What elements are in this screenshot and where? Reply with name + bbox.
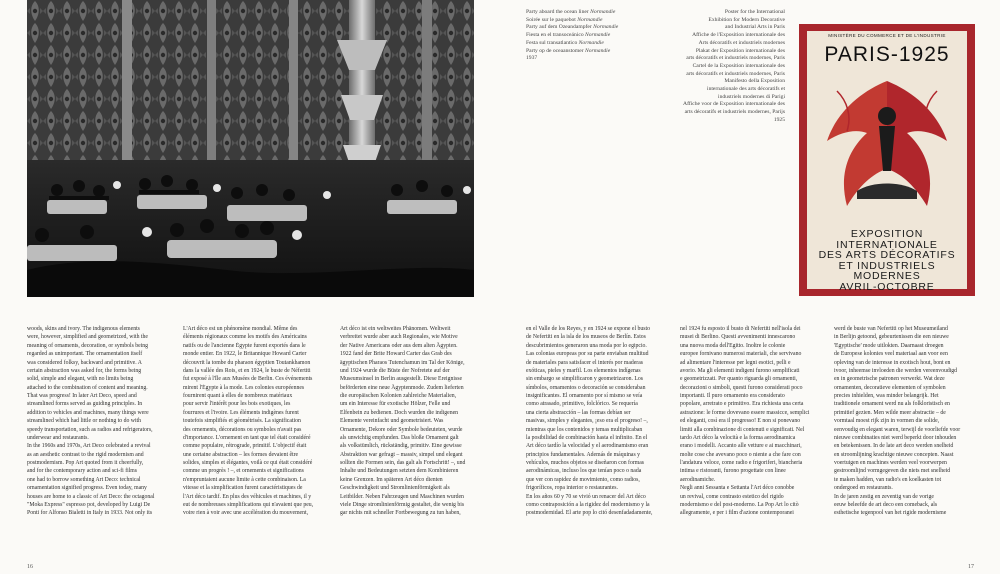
text-line: Negli anni Sessanta e Settanta l'Art déco conobbe bbox=[680, 485, 795, 492]
text-line: meaning of ornaments, decoration, or symbols being bbox=[27, 342, 149, 349]
text-line: aerodinámicas, incluso los que tenían poco o nada bbox=[526, 468, 642, 475]
text-line: en el Valle de los Reyes, y en 1924 se expone el busto bbox=[526, 326, 650, 332]
text-line: verbreitet wurde aber auch Regionales, wie Motive bbox=[340, 334, 458, 341]
text-line: una cierta abstracción – las formas debían ser bbox=[526, 409, 631, 416]
text-line: descubrimientos generaron una moda por lo egipcio. bbox=[526, 342, 647, 349]
text-line: vormtaal moest rijk zijn in vormen die solide, bbox=[834, 418, 940, 425]
text-line: and for the contemporary action and sci-fi films bbox=[27, 468, 138, 475]
text-line: de Europese kolonies veel materiaal aan voor een bbox=[834, 351, 948, 358]
page-number-right: 17 bbox=[968, 564, 974, 570]
caption-poster bbox=[679, 9, 785, 125]
text-line: werd de buste van Nefertiti op het Museumeiland bbox=[834, 326, 948, 332]
text-line: natifs ou de l'ancienne Égypte furent exportés dans le bbox=[183, 342, 306, 349]
text-line: éléments régionaux comme les motifs des Américains bbox=[183, 334, 307, 341]
poster-text-line: DES ARTS DÉCORATIFS bbox=[818, 249, 956, 261]
text-line: nel 1924 fu esposto il busto di Nefertiti nell'isola dei bbox=[680, 326, 801, 332]
text-line: Elfenbein zu bedienen. Doch wurden die indigenen bbox=[340, 409, 458, 416]
text-line: modernismo e del post-moderno. La Pop Art lo citò bbox=[680, 501, 799, 508]
page-number-left: 16 bbox=[27, 564, 33, 570]
text-line: In the 1960s and 1970s, Art Deco celebrated a revival bbox=[27, 443, 151, 450]
text-line: sollten die Formen sein, das galt als Fortschritt! –, und bbox=[340, 460, 466, 466]
text-line: fut exposé à l'Île aux Musées de Berlin. Ces événements bbox=[183, 376, 313, 383]
poster-paper bbox=[807, 31, 967, 293]
text-line: de Nefertiti en la isla de los museos de Berlín. Estos bbox=[526, 334, 646, 341]
party-photo bbox=[27, 0, 474, 297]
text-line: Las colonias europeas por su parte enviaban multitud bbox=[526, 351, 649, 358]
text-line: ondergoed en restaurants. bbox=[834, 485, 893, 492]
text-line: una nuova moda dell'Egitto. Inoltre le colonie bbox=[680, 342, 786, 349]
text-line: astrazione: le forme dovevano essere massicce, semplici bbox=[680, 409, 810, 416]
caption-line: Affiche de l'Exposition internationale des bbox=[692, 32, 785, 39]
poster-ministry: MINISTÈRE DU COMMERCE ET DE L'INDUSTRIE bbox=[828, 33, 946, 38]
text-column-english bbox=[27, 325, 173, 518]
text-line: découvrit la tombe du pharaon égyptien Toutankhamon bbox=[183, 359, 311, 366]
text-line: europee fornivano numerosi materiali, che servivano bbox=[680, 351, 802, 358]
expo-poster bbox=[799, 24, 975, 296]
caption-line: Poster for the International bbox=[724, 9, 785, 15]
text-line: Geschwindigkeit und Stromlinienförmigkeit als bbox=[340, 485, 450, 492]
caption-line: arts décoratifs et industriels modernes, Paris bbox=[686, 55, 785, 62]
text-line: der Native Americans oder aus dem alten Ägypten. bbox=[340, 342, 458, 349]
text-line: esthetische tegenpool van het rigide modernisme bbox=[834, 510, 947, 517]
text-column-french bbox=[183, 325, 329, 518]
text-line: l'andatura veloce, come radio e frigoriferi, biancheria bbox=[680, 460, 803, 466]
text-line: importanti. Il puro ornamento era considerato bbox=[680, 393, 785, 399]
text-line: que ver con rapidez de movimiento, como radios, bbox=[526, 476, 640, 483]
text-line: Ponti for Alfonso Bialetti in Italy in 1933. Not only its bbox=[27, 510, 153, 517]
text-line: vehículos, muchos objetos se diseñaron con formas bbox=[526, 460, 645, 466]
text-line: primitief gezien. Men wilde meer abstractie – de bbox=[834, 409, 946, 416]
text-line: musei di Berlino. Questi avvenimenti innescarono bbox=[680, 334, 796, 341]
text-line: un revival, come contrasto estetico del rigido bbox=[680, 493, 784, 500]
text-line: viele Dinge stromlinienförmig gestaltet, die wenig bis bbox=[340, 501, 465, 508]
text-line: pour servir l'intérêt pour les bois exotiques, les bbox=[183, 401, 291, 408]
caption-line: internationale des arts décoratifs et bbox=[707, 86, 785, 93]
caption-line: Cartel de la Exposition internationale des bbox=[692, 62, 785, 69]
text-line: Museumsinsel in Berlin ausgestellt. Diese Ereignisse bbox=[340, 376, 463, 383]
poster-text-line: EXPOSITION bbox=[850, 228, 924, 240]
caption-line: Fiesta en el transoceánico Normandie bbox=[526, 32, 611, 39]
text-line: ägyptischen Pharaos Tutenchamun im Tal der Könige, bbox=[340, 359, 465, 366]
caption-line: Arts décoratifs et industriels modernes bbox=[698, 39, 785, 46]
text-line: En los años 60 y 70 se vivió un renacer del Art déco bbox=[526, 493, 646, 500]
caption-line: Exhibition for Modern Decorative bbox=[708, 16, 785, 23]
text-line: attached to the combination of content and meaning. bbox=[27, 384, 148, 391]
caption-line: industriels modernes di Parigi bbox=[718, 93, 785, 100]
text-line: fourrures et l'ivoire. Les éléments indigènes furent bbox=[183, 409, 299, 416]
text-line: traditionele ornament werd nu als folkloristisch en bbox=[834, 401, 950, 408]
text-column-italian bbox=[680, 325, 826, 518]
text-line: Art déco tardío la velocidad y el aerodinamismo eran bbox=[526, 443, 649, 450]
text-line: insignificantes. El ornamento por sí mismo se veía bbox=[526, 393, 643, 399]
text-line: addition to vehicles and machines, many things were bbox=[27, 409, 149, 416]
text-line: ivoor, inheemse invloeden die werden vereenvoudigd bbox=[834, 367, 958, 374]
text-line: eut de nombreuses simplifications qui n'avaient que peu, bbox=[183, 501, 314, 508]
text-line: de materiales para satisfacer el interés por maderas bbox=[526, 359, 644, 366]
text-line: Art déco ist ein weltweites Phänomen. Weltweit bbox=[340, 326, 451, 332]
text-line: aerodinamiche. bbox=[680, 476, 716, 483]
caption-line: Soirée sur le paquebot Normandie bbox=[526, 16, 603, 23]
text-line: nieuwe combinaties niet werd beperkt door inhouden bbox=[834, 434, 957, 441]
text-line: 1922 fand der Brite Howard Carter das Grab des bbox=[340, 351, 452, 358]
text-line: te maken hadden, van radio's en koelkasten tot bbox=[834, 476, 942, 483]
poster-text-line: AVRIL-OCTOBRE bbox=[839, 280, 935, 293]
text-line: monde entier. En 1922, le Britannique Howard Carter bbox=[183, 351, 307, 358]
poster-text-line: ET INDUSTRIELS bbox=[838, 259, 936, 272]
poster-title: PARIS-1925 bbox=[824, 43, 950, 66]
text-line: fournirent quant à elles de nombreux matériaux bbox=[183, 393, 293, 399]
text-line: n'empruntaient aucune limite à cette combinaison. La bbox=[183, 476, 306, 483]
text-column-german bbox=[340, 325, 486, 518]
text-line: as an aesthetic contrast to the rigid modernism and bbox=[27, 451, 144, 458]
text-line: underwear and restaurants. bbox=[27, 434, 89, 441]
caption-line: Manifesto della Exposition bbox=[724, 78, 785, 85]
text-line: precies inhielden, was minder belangrijk. Het bbox=[834, 393, 939, 399]
text-line: one had to borrow something Art Deco: technical bbox=[27, 476, 141, 483]
text-line: principios fundamentales. Además de máquinas y bbox=[526, 451, 641, 458]
text-line: houses are home to a classic of Art Deco: the octagonal bbox=[27, 493, 155, 500]
text-line: In de jaren zestig en zeventig van de vorige bbox=[834, 493, 934, 500]
text-column-spanish bbox=[526, 325, 672, 518]
text-line: keine Grenzen. Im späteren Art déco dienten bbox=[340, 476, 443, 483]
text-line: erano i modelli. Accanto alle vetture e ai macchinari, bbox=[680, 443, 802, 450]
text-line: popolare, arretrato e primitivo. Era richiesta una certa bbox=[680, 401, 804, 408]
poster-illustration bbox=[817, 71, 957, 221]
text-line: L'Art déco est un phénomène mondial. Même des bbox=[183, 326, 298, 332]
text-line: Ornamente, Dekore oder Symbole bedeuteten, wurde bbox=[340, 426, 463, 433]
text-line: des ornements, décorations ou symboles n'avait pas bbox=[183, 426, 302, 433]
text-line: toutefois simplifiés et géométrisés. La signification bbox=[183, 418, 301, 425]
text-line: mientras que los contenidos y temas multiplicaban bbox=[526, 426, 643, 433]
text-line: solides, simples et élégantes, voilà ce qui était considéré bbox=[183, 460, 313, 466]
text-line: woods, skins and ivory. The indigenous elements bbox=[27, 326, 140, 332]
text-line: vitesse et la simplification furent caractéristiques de bbox=[183, 485, 303, 492]
text-line: sin embargo se simplificaron y geometrizaron. Los bbox=[526, 376, 643, 383]
text-line: in Berlijn getoond, gebeurtenissen die een nieuwe bbox=[834, 334, 949, 341]
text-line: ed eleganti, così era il progresso! E non si ponevano bbox=[680, 418, 801, 425]
text-line: en betekenissen. In de late art deco werden snelheid bbox=[834, 443, 954, 450]
text-line: exóticas, pieles y marfil. Los elementos indígenas bbox=[526, 367, 641, 374]
text-line: als volkstümlich, rückständig, primitiv. Eine gewisse bbox=[340, 443, 462, 450]
text-line: und 1924 wurde die Büste der Nofretete auf der bbox=[340, 367, 450, 374]
text-line: "Moka Express" espresso pot, developed by Luigi De bbox=[27, 501, 151, 508]
text-line: allegramente, e per i film d'azione contemporanei bbox=[680, 510, 794, 517]
party-photo-illustration bbox=[27, 0, 474, 297]
poster-text-line: MODERNES bbox=[853, 270, 921, 282]
text-line: solid, simple and elegant, with no limits being bbox=[27, 376, 134, 383]
text-line: ornamentation signified progress. Even today, many bbox=[27, 485, 147, 492]
text-line: ornamenten, decoratieve elementen of symbolen bbox=[834, 384, 946, 391]
text-line: e geometrizzati. Per quanto riguarda gli ornamenti, bbox=[680, 376, 798, 383]
text-line: mirent l'Égypte à la mode. Les colonies européennes bbox=[183, 384, 305, 391]
text-line: were, however, simplified and geometrized, with the bbox=[27, 334, 148, 341]
text-line: regarded as unimportant. The ornamentation itself bbox=[27, 351, 143, 358]
caption-year: 1925 bbox=[773, 116, 785, 123]
text-line: Leitbilder. Neben Fahrzeugen und Maschinen wurden bbox=[340, 493, 464, 500]
text-line: eeuw beleefde de art deco een comeback, als bbox=[834, 501, 938, 508]
text-line: gar nichts mit schneller Fortbewegung zu tun haben, bbox=[340, 510, 461, 517]
text-line: die europäischen Kolonien zahlreiche Materialien, bbox=[340, 393, 457, 399]
text-line: postmodernism. Pop Art quoted from it cheerfully, bbox=[27, 460, 144, 466]
text-line: intima e ristoranti, furono progettate con linee bbox=[680, 468, 786, 475]
caption-line: Party op de oceaanstomer Normandie bbox=[526, 47, 611, 54]
text-line: voertuigen en machines werden veel voorwerpen bbox=[834, 460, 947, 466]
caption-line: Festa sul transatlantico Normandie bbox=[526, 39, 604, 46]
text-line: avorio. Ma gli elementi indigeni furono semplificati bbox=[680, 367, 800, 374]
text-line: dans la vallée des Rois, et en 1924, le buste de Néfertiti bbox=[183, 367, 311, 374]
text-line: gestroomlijnd vormgegeven die niets met snelheid bbox=[834, 468, 951, 475]
caption-line: and Industrial Arts in Paris bbox=[725, 24, 785, 31]
caption-line: arts décoratifs et industriels modernes, Parijs bbox=[684, 109, 785, 116]
text-line: limiti alla combinazione di contenuti e significati. Nel bbox=[680, 426, 805, 433]
text-line: streamlined forms served as guiding principles. In bbox=[27, 401, 143, 408]
caption-line: Plakat der Exposition internationale des bbox=[695, 47, 785, 54]
text-line: 'Egyptische' mode uitlokten. Daarnaast droegen bbox=[834, 342, 944, 349]
text-line: postmodernidad. El arte pop lo citó desenfadadamente, bbox=[526, 510, 653, 517]
text-line: en stroomlijning krachtige nieuwe concepten. Naast bbox=[834, 451, 954, 458]
text-line: um ein Interesse für exotische Hölzer, Felle und bbox=[340, 401, 451, 408]
text-line: l'Art déco tardif. En plus des véhicules et machines, il y bbox=[183, 493, 312, 500]
caption-line: Affiche voor de Exposition internationale des bbox=[683, 101, 785, 108]
caption-year: 1937 bbox=[526, 55, 538, 62]
text-line: símbolos, ornamentos o decoración se consideraban bbox=[526, 384, 646, 391]
text-line: Inhalte und Bedeutungen setzten dem Kombinieren bbox=[340, 468, 459, 475]
text-column-dutch bbox=[834, 325, 980, 518]
text-line: Elemente vereinfacht und geometrisiert. Was bbox=[340, 418, 444, 425]
text-line: als unwichtig empfunden. Das bloße Ornament galt bbox=[340, 434, 459, 441]
text-line: voire rien à voir avec une accélération du mouvement, bbox=[183, 510, 309, 517]
text-line: como contraposición a la rigidez del modernismo y la bbox=[526, 501, 650, 508]
text-line: masivas, simples y elegantes, ¡eso era el progreso! –, bbox=[526, 418, 648, 425]
text-line: como atrasado, primitivo, folclórico. Se requería bbox=[526, 401, 638, 408]
text-line: en in geometrische patronen verwerkt. Wat deze bbox=[834, 376, 945, 383]
text-line: molte cose che avevano poco o niente a che fare con bbox=[680, 451, 801, 458]
text-line: streamlined which had little or nothing to do with bbox=[27, 418, 142, 425]
caption-line: arts décoratifs et industriels modernes, Paris bbox=[686, 70, 785, 77]
text-line: certain abstraction was asked for, the forms being bbox=[27, 367, 142, 374]
text-line: frigoríficos, ropa interior o restaurantes. bbox=[526, 485, 618, 492]
caption-line: Party aboard the ocean liner Normandie bbox=[526, 9, 616, 15]
caption-normandie bbox=[526, 9, 676, 63]
text-line: That was progress! In later Art Deco, speed and bbox=[27, 393, 137, 399]
text-line: comme un progrès ! –, et ornements et significations bbox=[183, 468, 304, 475]
text-line: speedy transportation, such as radios and refrigerators, bbox=[27, 426, 153, 433]
caption-line: Party auf dem Ozeandampfer Normandie bbox=[526, 24, 619, 31]
text-line: d'importance. L'ornement en tant que tel était considéré bbox=[183, 434, 311, 441]
text-line: decorazioni o simboli, questi furono considerati poco bbox=[680, 384, 803, 391]
text-line: tardo Art déco la velocità e la forma aerodinamica bbox=[680, 434, 796, 441]
text-line: une certaine abstraction – les formes devaient être bbox=[183, 451, 299, 458]
text-line: la posibilidad de combinación hasta el infinito. En el bbox=[526, 434, 648, 441]
text-line: opleving van de interesse in exotisch hout, bont en bbox=[834, 359, 951, 366]
text-line: ad alimentare l'interesse per legni esotici, pelli e bbox=[680, 359, 791, 366]
text-line: Abstraktion war gefragt – massiv, simpel und elegant bbox=[340, 451, 463, 458]
poster-exhibition-text bbox=[807, 229, 967, 292]
text-line: eenvoudig en elegant waren, terwijl de voorliefde voor bbox=[834, 426, 961, 433]
text-line: comme populaire, rétrograde, primitif. L'objectif était bbox=[183, 443, 307, 450]
text-line: beförderten eine neue Ägyptenmode. Zudem lieferten bbox=[340, 384, 464, 391]
poster-text-line: INTERNATIONALE bbox=[836, 238, 938, 251]
text-line: was considered folksy, backward and primitive. A bbox=[27, 359, 142, 366]
